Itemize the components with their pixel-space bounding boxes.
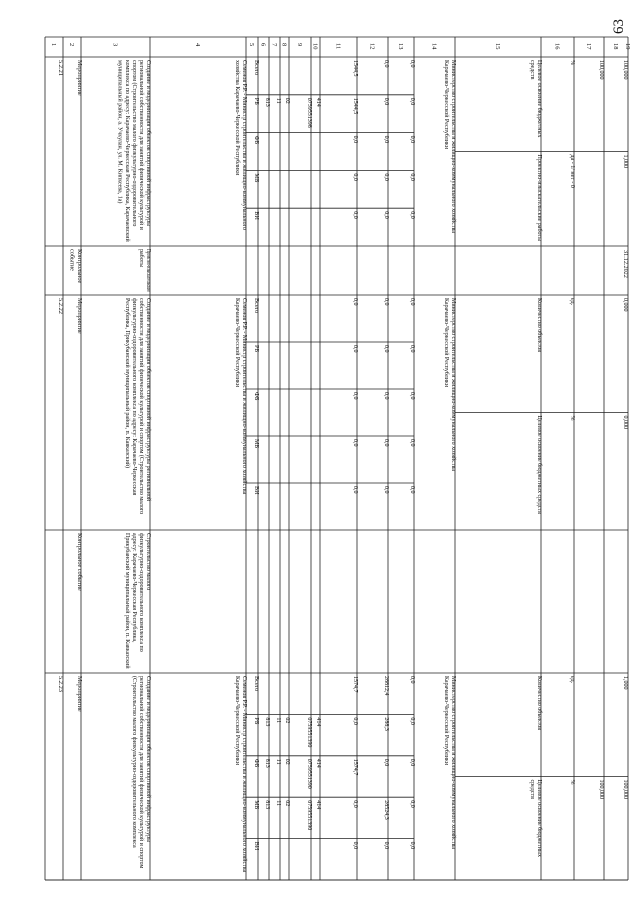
row-3-name-line: физкультурно-оздоровительного комплекса по [137,533,144,652]
column-number-6: 6 [259,43,267,47]
row-0-id: 5.2.21 [57,60,64,76]
row-4-budget-2-c13: 0,0 [409,758,415,767]
row-4-budget-4-c12: 0,0 [383,841,389,850]
row-2-budget-0-c13: 0,0 [409,298,415,306]
row-3-name-line: Строительство малого [145,533,151,591]
row-2-name-line: собственности для занятий физической культурой и спортом (Строительство малого [137,298,144,515]
row-2-budget-1-c12: 0,0 [383,345,389,353]
row-1-c18: 31.12.2022 [622,250,629,278]
row-4-name-line: Создание и модернизация объектов спортивной инфраструктуры [145,676,151,843]
row-0-ministry-line: Карачаево-Черкесской Республики [442,60,449,150]
row-0-budget-2-c11: 0,0 [352,135,358,144]
row-0-budget-0-c13: 0,0 [409,60,415,68]
row-0-name-line: муниципальный район, а. Учкулан, ул. М. Кипкеева, 1а) [116,60,123,204]
row-4-budget-2-c12: 0,0 [383,758,389,767]
row-0-budget-1-c13: 0,0 [409,97,415,106]
row-0-executor-line: Семенов Р.Р. - Министр строительства и жилищно-коммунального [241,60,247,230]
row-0-name-line: комплекса по адресу: Карачаево-Черкесская Республика, Карачаевский [123,60,130,242]
row-2-budget-0-c11: 0,0 [352,298,358,306]
row-4-budget-2-c6: 813 [264,758,270,768]
row-4-indicator-1-c17: 100,000 [598,779,604,799]
row-4-indicator-1-c18: 100,000 [622,779,628,799]
row-4-budget-0-c13: 0,0 [409,676,415,684]
row-2-indicator-0-unit-line: ед. [569,298,575,306]
row-2-budget-4-c13: 0,0 [409,486,415,494]
row-0-budget-1-c7: 11 [275,97,281,104]
row-2-budget-4-source: ВИ [253,486,260,495]
row-0-indicator-0-name-line: средств [528,60,535,80]
row-4-budget-3-c13: 0,0 [409,800,415,808]
budget-table [45,37,631,880]
row-2-budget-0-source: Всего [253,298,260,314]
column-number-14: 14 [430,43,438,50]
row-0-indicator-0-unit-line: % [569,60,575,65]
row-2-budget-1-source: РБ [253,345,260,352]
row-4-budget-3-c6: 813 [264,800,270,810]
row-4-budget-0-source: Всего [253,676,260,692]
column-number-11: 11 [334,43,342,50]
row-4-ministry-line: Министерство строительства и жилищно-коммунального хозяйства [450,676,456,849]
row-4-budget-1-c11: 0,0 [352,717,358,725]
column-number-7: 7 [270,43,278,47]
row-2-ministry-line: Карачаево-Черкесской Республики [442,298,449,388]
row-0-indicator-1-unit-line: да - 1/ нет - 0 [569,154,575,188]
row-4-indicator-0-name-line: Количество объектов [536,676,542,731]
column-number-17: 17 [585,43,592,50]
column-number-5: 5 [248,43,255,47]
column-number-10: 10 [311,43,319,50]
row-4-name-line: региональной собственности для занятий физической культурой и спортом [137,676,144,869]
row-4-kind-line: Мероприятие [76,676,83,712]
row-0-indicator-0-name-line: Целевое освоение бюджетных [536,60,542,138]
row-4-budget-4-source: ВИ [253,841,260,851]
row-2-indicator-1-name-line: Целевое освоение бюджетных средств [536,415,542,514]
row-4-budget-2-c10: 414 [315,758,321,768]
row-4-executor-line: Семенов Р.Р. - Министр строительства и жилищно-коммунального хозяйства [241,676,247,873]
row-4-budget-1-c8: 02 [284,717,290,724]
row-0-budget-4-source: ВИ [253,211,260,220]
row-4-executor-line: Карачаево-Черкесской Республики [233,676,240,766]
column-number-9: 9 [296,43,303,47]
row-4-budget-2-c11: 1574,7 [352,758,358,776]
column-number-4: 4 [194,43,201,47]
row-0-budget-0-source: Всего [253,60,260,76]
row-1-name-line: Проектно-изыскательские [145,249,151,316]
column-number-16: 16 [553,43,561,50]
row-4-budget-3-source: МБ [253,800,260,810]
row-1-kind-line: событие [68,249,76,271]
row-2-budget-0-c12: 0,0 [383,298,389,306]
row-2-indicator-0-name-line: Количество объектов [536,298,542,353]
row-2-indicator-0-c19: 0,000 [622,298,628,312]
row-4-budget-2-c9: 0759551390 [306,758,312,789]
row-2-budget-3-c12: 0,0 [383,439,389,447]
row-0-budget-1-c12: 0,0 [383,97,389,106]
row-0-indicator-1-name-line: Проектно-изыскательские работы [536,154,542,242]
row-0-budget-4-c11: 0,0 [352,211,358,219]
row-0-budget-1-c10: 414 [315,97,321,107]
row-0-budget-2-c12: 0,0 [383,135,389,144]
page-number: 63 [611,19,627,34]
row-0-budget-3-c12: 0,0 [383,173,389,181]
row-2-budget-1-c13: 0,0 [409,345,415,353]
row-2-budget-4-c12: 0,0 [383,486,389,494]
row-4-budget-1-source: РБ [253,717,260,725]
column-number-8: 8 [280,43,288,47]
column-number-15: 15 [494,43,501,50]
row-0-budget-1-c8: 02 [284,97,290,104]
row-4-budget-2-c7: 11 [275,758,281,765]
row-4-budget-1-c9: 0759551390 [306,717,312,748]
row-0-budget-1-c6: 813 [264,97,270,107]
row-2-id: 5.2.22 [57,298,64,314]
row-2-name-line: Республика, Прикубанский муниципальный район, п. Кавказский) [123,298,130,469]
row-4-indicator-0-unit-line: ед. [569,676,575,684]
row-4-budget-4-c11: 0,0 [352,841,358,850]
row-4-indicator-0-c18: 1,000 [622,676,628,690]
row-2-budget-2-source: ФБ [253,392,260,401]
row-2-executor-line: Семенов Р.Р. - Министр строительства и жилищно-коммунального хозяйства [241,298,247,495]
row-0-indicator-0-c17: 100,000 [598,60,604,80]
row-4-budget-1-c10: 414 [315,717,321,727]
row-4-indicator-1-name-line: средств [528,779,535,799]
row-2-name-line: Создание и модернизация объектов спортивной инфраструктуры региональной [145,298,151,502]
row-3-name-line: Прикубанский муниципальный район, п. Кавказский [123,533,130,669]
column-number-1: 1 [50,43,57,47]
row-2-budget-1-c11: 0,0 [352,345,358,353]
row-2-indicator-1-unit-line: % [569,415,575,421]
row-0-name-line: региональной собственности для занятий физической культурой и [137,60,144,230]
row-3-name-line: адресу: Карачаево-Черкесская Республика, [130,533,137,643]
row-3-kind-line: Контрольное событие [76,533,83,591]
row-4-budget-0-c11: 1574,7 [352,676,358,693]
row-2-budget-2-c12: 0,0 [383,392,389,400]
row-4-budget-3-c10: 414 [315,800,321,810]
row-0-ministry-line: Министерство строительства и жилищно-коммунального хозяйства [450,60,456,233]
row-4-budget-1-c13: 0,0 [409,717,415,725]
row-2-budget-3-c13: 0,0 [409,439,415,447]
row-0-budget-1-c11: 1544,5 [352,97,358,115]
row-0-indicator-0-c18: 100,000 [622,60,628,80]
column-number-3: 3 [111,43,119,47]
row-2-ministry-line: Министерство строительства и жилищно-коммунального хозяйства [450,298,456,471]
row-0-budget-0-c11: 1544,5 [352,60,358,77]
row-2-executor-line: Карачаево-Черкесской Республики [233,298,240,388]
row-2-indicator-1-c19: 0,000 [622,415,628,429]
row-4-budget-2-c8: 02 [284,758,290,765]
row-4-budget-4-c13: 0,0 [409,841,415,850]
row-0-budget-3-source: МБ [253,173,260,183]
row-1-name-line: работы [137,249,144,268]
row-4-budget-3-c9: 0759551390 [306,800,312,831]
row-4-budget-1-c7: 11 [275,717,281,724]
row-2-kind-line: Мероприятие [76,298,83,334]
row-4-budget-0-c12: 28812,4 [383,676,389,696]
row-4-budget-1-c6: 813 [264,717,270,727]
row-4-name-line: (Строительство малого физкультурно-оздоровительного комплекса [130,676,137,848]
row-0-budget-4-c12: 0,0 [383,211,389,219]
row-0-name-line: Создание и модернизация объектов спортивной инфраструктуры [145,60,151,227]
row-0-executor-line: хозяйства Карачаево-Черкесской Республики [233,60,240,176]
row-0-budget-2-source: ФБ [253,135,260,145]
row-4-budget-1-c12: 288,3 [383,717,389,731]
row-2-name-line: физкультурно-оздоровительного комплекса по адресу: Карачаево-Черкесская [130,298,137,496]
row-4-indicator-1-name-line: Целевое освоение бюджетных [536,779,542,857]
row-4-ministry-line: Карачаево-Черкесской Республики [442,676,449,766]
row-0-budget-1-source: РБ [253,97,260,105]
row-4-budget-2-source: ФБ [253,758,260,768]
row-2-budget-3-source: МБ [253,439,260,449]
column-number-18: 18 [612,43,619,50]
row-0-name-line: спортом (Строительство малого физкультурно-оздоровительного [130,60,137,227]
column-number-2: 2 [68,43,75,47]
row-4-budget-3-c7: 11 [275,800,281,806]
row-0-kind-line: Мероприятие [76,60,83,96]
row-2-budget-4-c11: 0,0 [352,486,358,494]
row-1-kind-line: Контрольное [76,249,83,284]
row-0-budget-3-c13: 0,0 [409,173,415,181]
row-4-budget-3-c12: 28524,3 [383,800,389,820]
row-0-budget-3-c11: 0,0 [352,173,358,181]
column-number-13: 13 [397,43,404,50]
row-0-budget-2-c13: 0,0 [409,135,415,144]
row-0-indicator-1-c18: 1,000 [622,154,628,168]
column-number-12: 12 [368,43,376,50]
row-2-budget-2-c11: 0,0 [352,392,358,400]
row-4-budget-3-c11: 0,0 [352,800,358,808]
row-2-budget-2-c13: 0,0 [409,392,415,400]
row-0-budget-4-c13: 0,0 [409,211,415,219]
row-4-budget-3-c8: 02 [284,800,290,807]
column-number-19: 19 [624,43,631,50]
row-4-indicator-1-unit-line: % [569,779,575,785]
row-0-budget-1-c9: 0759551398 [306,97,312,128]
row-4-id: 5.2.23 [57,676,64,692]
row-0-budget-0-c12: 0,0 [383,60,389,68]
row-2-budget-3-c11: 0,0 [352,439,358,447]
